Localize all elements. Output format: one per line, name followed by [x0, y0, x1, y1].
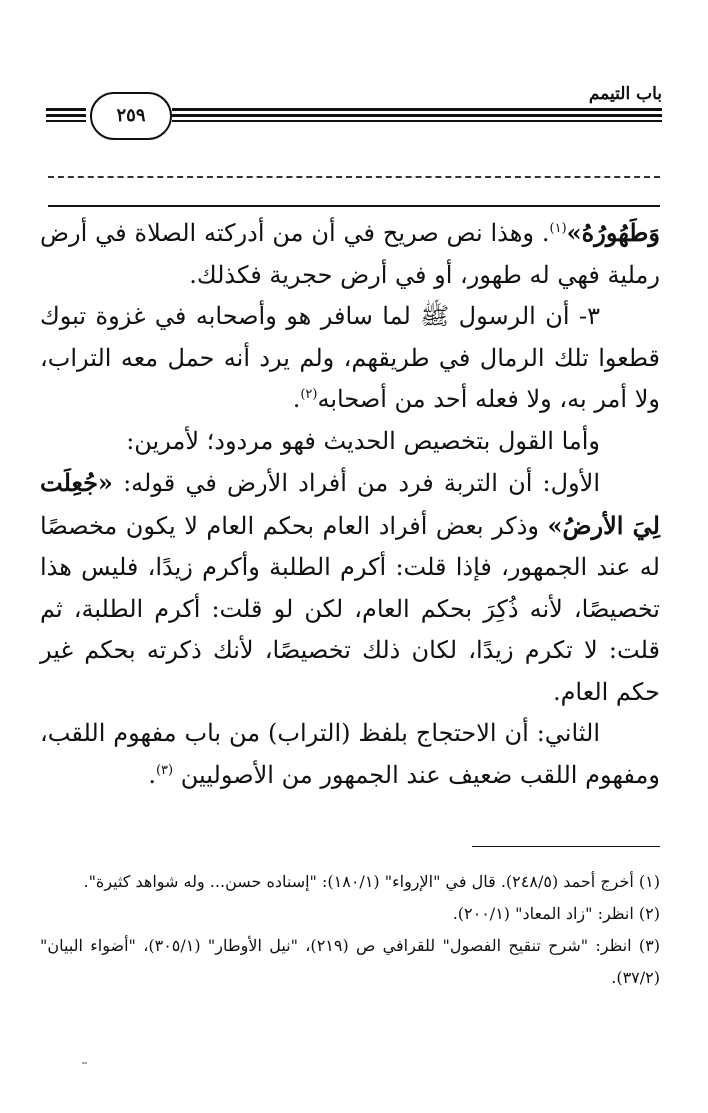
chapter-title: باب التيمم	[588, 84, 662, 104]
paragraph-5-end: .	[148, 760, 156, 789]
paragraph-2	[40, 296, 660, 421]
footnotes	[40, 866, 660, 994]
footnote-ref-3: (٣)	[155, 762, 174, 778]
paragraph-2-text: ٣- أن الرسول ﷺ لما سافر هو وأصحابه في غزوة تبوك قطعوا تلك الرمال في طريقهم، ولم يرد أنه حمل معه التراب، ولا أمر به، ولا فعله أحد من أصحابه	[40, 302, 660, 413]
main-text	[40, 212, 660, 796]
footnote-ref-1: (١)	[549, 221, 567, 236]
paragraph-2-end: .	[292, 385, 301, 413]
header-rule-left	[46, 108, 86, 122]
paragraph-5	[40, 713, 660, 796]
scan-mark	[82, 1062, 87, 1064]
paragraph-1	[40, 212, 660, 296]
page-number: ٢٥٩	[90, 92, 172, 140]
paragraph-4-text: وذكر بعض أفراد العام بحكم العام لا يكون مخصصًا له عند الجمهور، فإذا قلت: أكرم الطلبة وأكرم زيدًا، فليس هذا تخصيصًا، لأنه ذُكِرَ بحكم العام، لكن لو قلت: أكرم الطلبة، ثم قلت: لا تكرم زيدًا، لكان ذلك تخصيصًا، لأنك ذكرته بحكم غير حكم العام.	[40, 511, 660, 706]
hadith-continuation: وَطَهُورُهُ»	[566, 218, 660, 247]
footnote-ref-2: (٢)	[300, 387, 318, 402]
solid-divider	[48, 205, 660, 207]
paragraph-1-text: . وهذا نص صريح في أن من أدركته الصلاة في أرض رملية فهي له طهور، أو في أرض حجرية فكذلك.	[40, 219, 660, 289]
footnote-3: (٣) انظر: "شرح تنقيح الفصول" للقرافي ص (٢١٩)، "نيل الأوطار" (٣٠٥/١)، "أضواء البيان" (٣٧/٢).	[40, 936, 661, 987]
paragraph-4-intro: الأول: أن التربة فرد من أفراد الأرض في قوله:	[112, 469, 600, 497]
hadith-quote: «جُعِلَت لِيَ الأرضُ»	[40, 468, 660, 540]
footnote-separator	[472, 846, 660, 847]
dashed-divider	[48, 176, 660, 178]
paragraph-5-text: الثاني: أن الاحتجاج بلفظ (التراب) من باب مفهوم اللقب، ومفهوم اللقب ضعيف عند الجمهور من الأصوليين	[40, 719, 660, 789]
paragraph-4	[40, 462, 660, 713]
paragraph-3: وأما القول بتخصيص الحديث فهو مردود؛ لأمرين:	[126, 426, 600, 455]
footnote-2: (٢) انظر: "زاد المعاد" (٢٠٠/١).	[452, 904, 660, 923]
footnote-1: (١) أخرج أحمد (٢٤٨/٥). قال في "الإرواء" (١٨٠/١): "إسناده حسن... وله شواهد كثيرة".	[83, 872, 660, 891]
header-rule-right	[172, 108, 662, 122]
